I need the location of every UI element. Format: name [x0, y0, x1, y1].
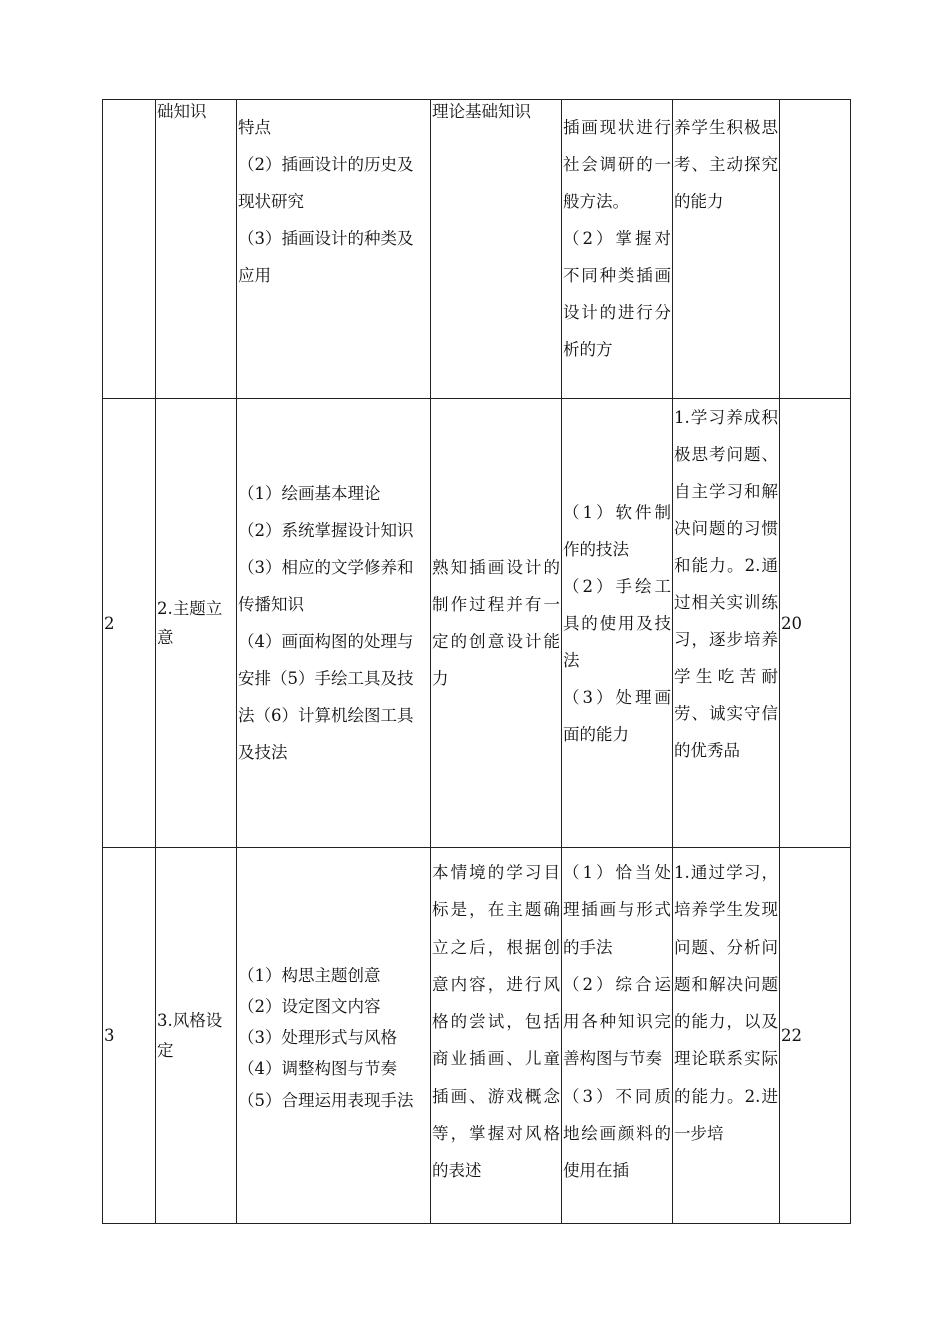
content-line: （2）插画设计的历史及现状研究	[238, 155, 414, 211]
content-line: （5）合理运用表现手法	[238, 1090, 414, 1110]
skills-line: （3）不同质地绘画颜料的使用在插	[563, 1086, 671, 1181]
content-line: （2）系统掌握设计知识	[238, 521, 414, 540]
cell-hours: 20	[780, 399, 851, 848]
cell-knowledge	[431, 848, 562, 1224]
content-line: （1）绘画基本理论	[238, 484, 381, 503]
cell-content	[237, 100, 431, 399]
content-line: （4）画面构图的处理与安排（5）手绘工具及技法（6）计算机绘图工具及技法	[238, 632, 414, 762]
content-line: 特点	[238, 118, 271, 137]
cell-topic: 2.主题立意	[156, 399, 237, 848]
skills-line: （2）掌握对不同种类插画设计的进行分析的方	[563, 229, 671, 359]
knowledge-text: 本情境的学习目标是，在主题确立之后，根据创意内容，进行风格的尝试，包括商业插画、儿童插画、游戏概念等，掌握对风格的表述	[432, 863, 560, 1181]
knowledge-text: 熟知插画设计的制作过程并有一定的创意设计能力	[432, 558, 560, 688]
cell-skills	[562, 100, 673, 399]
cell-knowledge: 理论基础知识	[431, 100, 562, 399]
skills-line: （1）恰当处理插画与形式的手法	[563, 863, 671, 957]
cell-quality	[673, 848, 780, 1224]
content-line: （4）调整构图与节奏	[238, 1058, 397, 1078]
skills-line: （1）软件制作的技法	[563, 502, 671, 559]
cell-no: 2	[103, 399, 156, 848]
cell-quality	[673, 399, 780, 848]
content-line: （3）相应的文学修养和传播知识	[238, 558, 414, 614]
content-line: （2）设定图文内容	[238, 996, 381, 1016]
cell-quality	[673, 100, 780, 399]
cell-hours	[780, 100, 851, 399]
skills-line: 插画现状进行社会调研的一般方法。	[563, 118, 671, 211]
cell-content	[237, 848, 431, 1224]
cell-topic: 3.风格设定	[156, 848, 237, 1224]
quality-text: 养学生积极思考、主动探究的能力	[674, 118, 778, 211]
curriculum-table	[102, 99, 851, 1224]
cell-no: 3	[103, 848, 156, 1224]
skills-line: （3）处理画面的能力	[563, 687, 671, 744]
cell-skills	[562, 399, 673, 848]
cell-skills	[562, 848, 673, 1224]
table-row	[103, 100, 851, 399]
quality-text: 1.通过学习，培养学生发现问题、分析问题和解决问题的能力，以及理论联系实际的能力。2.进一步培	[674, 863, 778, 1144]
content-line: （3）插画设计的种类及应用	[238, 229, 414, 285]
content-line: （1）构思主题创意	[238, 965, 381, 985]
quality-text: 1.学习养成积极思考问题、自主学习和解决问题的习惯和能力。2.通过相关实训练习，逐步培养学生吃苦耐劳、诚实守信的优秀品	[674, 408, 778, 760]
cell-topic: 础知识	[156, 100, 237, 399]
content-line: （3）处理形式与风格	[238, 1027, 397, 1047]
skills-line: （2）综合运用各种知识完善构图与节奏	[563, 974, 671, 1069]
table-row	[103, 399, 851, 848]
cell-content	[237, 399, 431, 848]
cell-knowledge	[431, 399, 562, 848]
skills-line: （2）手绘工具的使用及技法	[563, 576, 671, 670]
cell-hours: 22	[780, 848, 851, 1224]
cell-no	[103, 100, 156, 399]
table-row	[103, 848, 851, 1224]
